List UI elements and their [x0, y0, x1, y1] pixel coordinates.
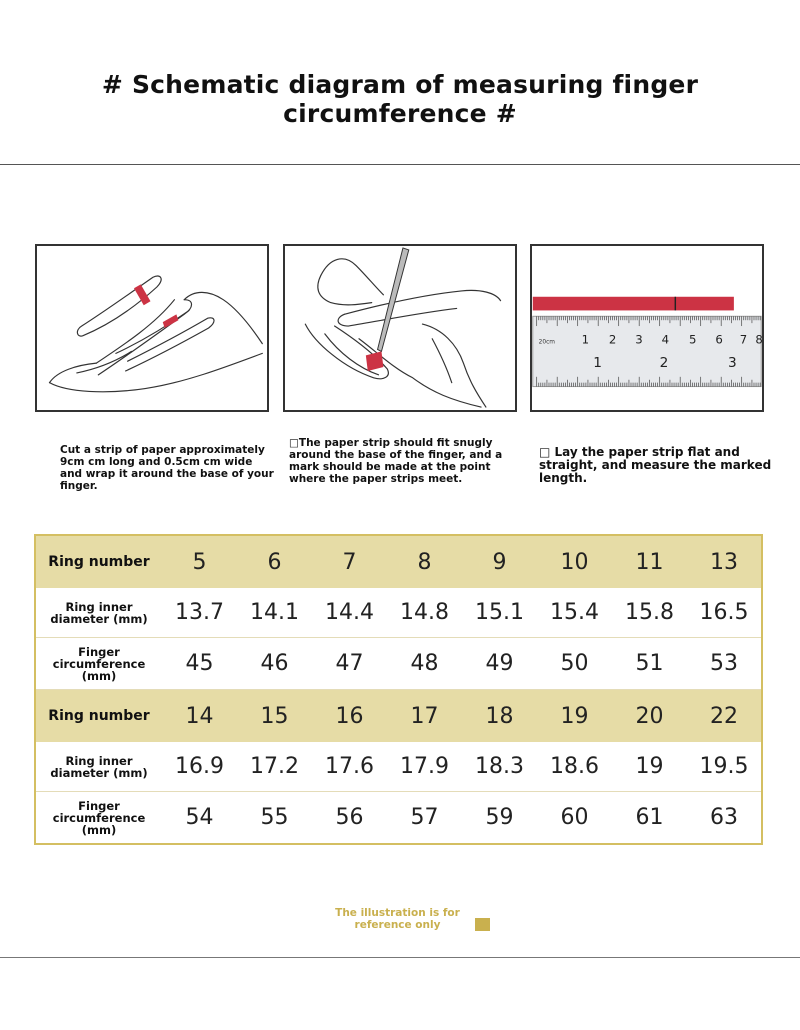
ring-number-cell: 14 [162, 690, 237, 742]
inner-diameter-cell: 14.4 [312, 588, 387, 637]
ruler-tick-label: 1 [593, 355, 603, 372]
ruler-tick-label: 7 [739, 332, 748, 347]
step-1-illustration [35, 244, 269, 412]
ruler-tick-label: 3 [728, 355, 737, 372]
inner-diameter-cell: 13.7 [162, 588, 237, 637]
ring-number-cell: 15 [237, 690, 312, 742]
circumference-cell: 56 [312, 792, 387, 844]
ruler-tick-label: 3 [635, 332, 643, 347]
ring-number-cell: 11 [612, 535, 687, 588]
circumference-label: Finger circumference (mm) [35, 638, 162, 690]
ruler-tick-label: 2 [659, 355, 669, 372]
inner-diameter-cell: 18.3 [462, 742, 537, 791]
ruler-measure-icon [532, 246, 762, 410]
table-row [35, 742, 762, 791]
ring-number-cell: 6 [237, 535, 312, 588]
inner-diameter-cell: 17.9 [387, 742, 462, 791]
inner-diameter-cell: 15.1 [462, 588, 537, 637]
circumference-cell: 49 [462, 638, 537, 690]
ruler-tick-label: 6 [715, 332, 723, 347]
inner-diameter-cell: 19 [612, 742, 687, 791]
reference-note: The illustration is for reference only [335, 907, 460, 931]
inner-diameter-cell: 19.5 [687, 742, 762, 791]
circumference-cell: 45 [162, 638, 237, 690]
step-3-caption: □ Lay the paper strip flat and straight, and measure the marked length. [539, 445, 772, 485]
circumference-cell: 53 [687, 638, 762, 690]
note-accent-block [475, 918, 490, 931]
page-title: # Schematic diagram of measuring finger circumference # [101, 70, 699, 128]
ring-number-cell: 10 [537, 535, 612, 588]
step-3-illustration [530, 244, 764, 412]
ruler-tick-label: 5 [688, 332, 697, 347]
circumference-cell: 48 [387, 638, 462, 690]
ruler-tick-label: 1 [581, 332, 590, 347]
divider [0, 957, 800, 958]
ruler-unit-label: 20cm [538, 339, 555, 346]
circumference-cell: 50 [537, 638, 612, 690]
inner-diameter-cell: 17.6 [312, 742, 387, 791]
circumference-label: Finger circumference (mm) [35, 792, 162, 844]
step-1-caption: Cut a strip of paper approximately 9cm cm long and 0.5cm cm wide and wrap it around the base of your finger. [60, 444, 274, 492]
ruler-tick-label: 8 [755, 332, 763, 347]
table-row [35, 638, 762, 690]
table-row [35, 588, 762, 637]
inner-diameter-label: Ring inner diameter (mm) [35, 742, 162, 791]
inner-diameter-cell: 17.2 [237, 742, 312, 791]
circumference-cell: 46 [237, 638, 312, 690]
inner-diameter-cell: 16.5 [687, 588, 762, 637]
inner-diameter-cell: 14.1 [237, 588, 312, 637]
circumference-cell: 47 [312, 638, 387, 690]
inner-diameter-cell: 15.8 [612, 588, 687, 637]
ring-number-cell: 16 [312, 690, 387, 742]
inner-diameter-cell: 16.9 [162, 742, 237, 791]
ring-number-cell: 9 [462, 535, 537, 588]
ring-number-label: Ring number [35, 690, 162, 742]
circumference-cell: 59 [462, 792, 537, 844]
inner-diameter-cell: 18.6 [537, 742, 612, 791]
circumference-cell: 60 [537, 792, 612, 844]
ring-number-cell: 17 [387, 690, 462, 742]
ring-number-cell: 19 [537, 690, 612, 742]
circumference-cell: 51 [612, 638, 687, 690]
table-row [35, 535, 762, 588]
circumference-cell: 61 [612, 792, 687, 844]
hand-wrap-strip-icon [37, 246, 267, 410]
ring-size-table [34, 534, 763, 845]
ring-number-label: Ring number [35, 535, 162, 588]
hand-mark-pen-icon [285, 246, 515, 410]
inner-diameter-cell: 15.4 [537, 588, 612, 637]
ruler-tick-label: 4 [661, 332, 670, 347]
ring-number-cell: 8 [387, 535, 462, 588]
inner-diameter-label: Ring inner diameter (mm) [35, 588, 162, 637]
ring-number-cell: 7 [312, 535, 387, 588]
step-2-caption: □The paper strip should fit snugly around the base of the finger, and a mark should be made at the point where the paper strips meet. [289, 437, 503, 485]
ring-number-cell: 13 [687, 535, 762, 588]
table-row [35, 792, 762, 844]
divider [0, 164, 800, 165]
circumference-cell: 57 [387, 792, 462, 844]
inner-diameter-cell: 14.8 [387, 588, 462, 637]
ring-number-cell: 22 [687, 690, 762, 742]
circumference-cell: 63 [687, 792, 762, 844]
circumference-cell: 55 [237, 792, 312, 844]
step-2-illustration [283, 244, 517, 412]
table-row [35, 690, 762, 742]
circumference-cell: 54 [162, 792, 237, 844]
ruler-tick-label: 2 [608, 332, 617, 347]
ring-number-cell: 18 [462, 690, 537, 742]
ring-number-cell: 5 [162, 535, 237, 588]
ring-number-cell: 20 [612, 690, 687, 742]
